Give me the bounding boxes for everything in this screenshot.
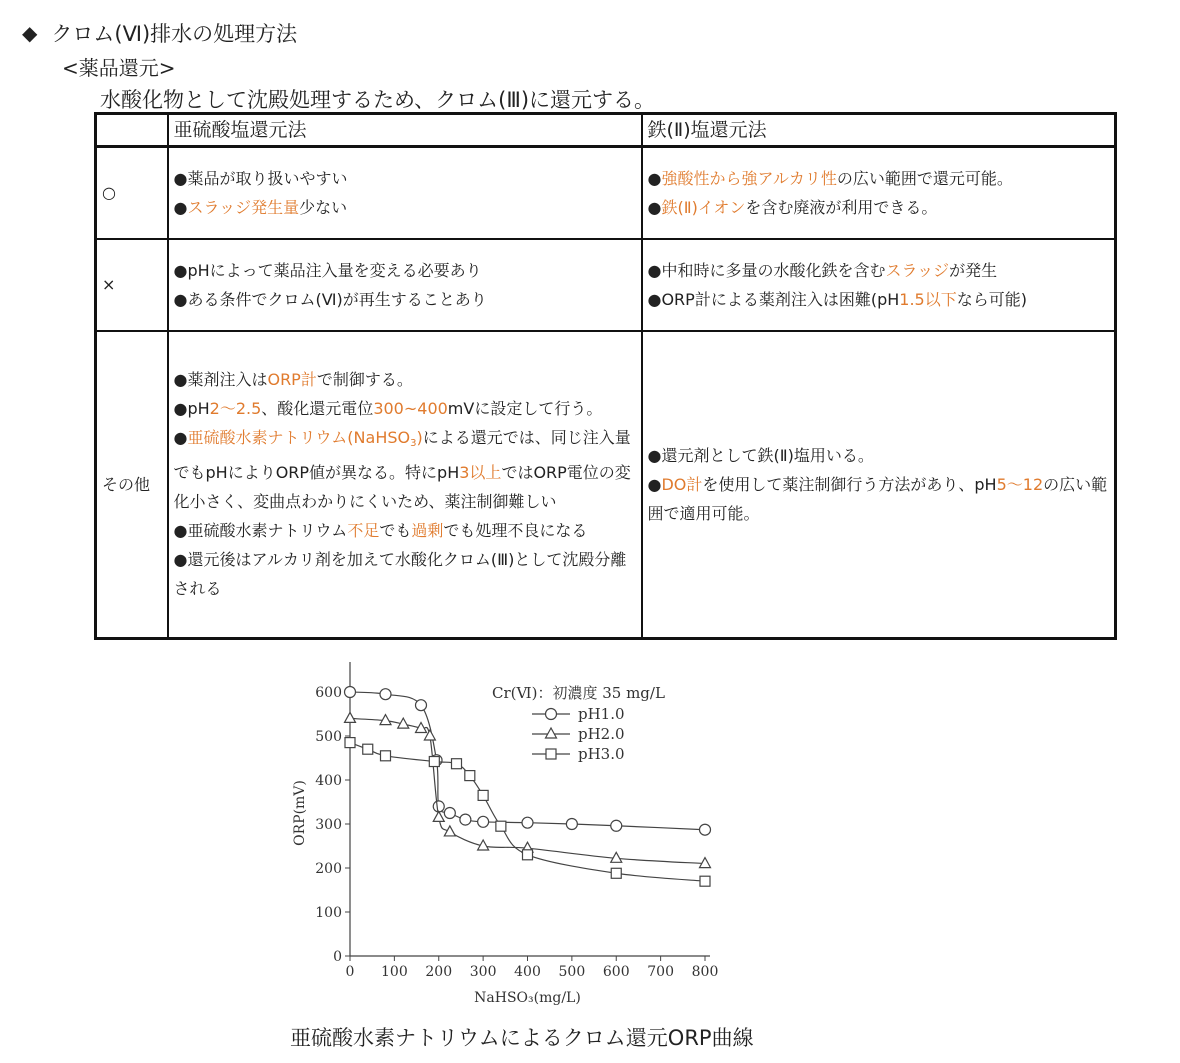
data-point-pH1.0 [522,817,533,828]
chart-caption: 亜硫酸水素ナトリウムによるクロム還元ORP曲線 [290,1026,754,1050]
row-label-other: その他 [96,331,168,639]
row-label-pros: ○ [96,147,168,239]
cell-text: ● [173,428,188,448]
data-point-pH1.0 [566,819,577,830]
comparison-table [94,112,1117,640]
highlight-text: 5～12 [996,474,1044,494]
data-point-pH3.0 [465,771,475,781]
cell-text: ● [647,474,662,494]
y-tick-label: 600 [315,685,342,701]
highlight-text: 亜硫酸水素ナトリウム(NaHSO [187,428,411,448]
data-point-pH1.0 [460,814,471,825]
cell-text: ●中和時に多量の水酸化鉄を含む [647,260,886,280]
cell-text: ● [173,197,188,217]
data-point-pH2.0 [700,858,711,868]
cell-text: 少ない [299,197,348,217]
cell-text: ●薬剤注入は [173,370,268,390]
data-point-pH2.0 [345,712,356,722]
cell-line [648,470,1110,528]
cell-text: が発生 [949,260,998,280]
cell-text: ではORP電位の変化小さく、変曲点わかりにくいため、薬注制御難しい [173,463,631,512]
section-heading [22,18,297,48]
y-tick-label: 100 [315,905,342,921]
cell-text: でも処理不良になる [443,521,588,541]
highlight-text: スラッジ [885,260,950,280]
intro-text: 水酸化物として沈殿処理するため、クロム(Ⅲ)に還元する。 [100,88,656,112]
cell-text: を含む廃液が利用できる。 [745,197,938,217]
data-point-pH3.0 [381,751,391,761]
highlight-text: 不足 [347,521,380,541]
data-point-pH1.0 [416,700,427,711]
cell-text: ●還元後はアルカリ剤を加えて水酸化クロム(Ⅲ)として沈殿分離される [173,550,627,599]
y-axis-label: ORP(mV) [292,780,308,846]
cell-text: ●亜硫酸水素ナトリウム [173,521,348,541]
highlight-text: 3 [410,438,417,450]
cell-line [174,193,636,222]
data-point-pH1.0 [380,689,391,700]
cell-line [174,256,636,285]
cell-text: の広い範囲で還元可能。 [836,168,1013,188]
cell-line [174,423,636,516]
cell-text: ●pHによって薬品注入量を変える必要あり [173,260,482,280]
cell-text: でも [379,521,412,541]
row-label-cons: × [96,239,168,331]
highlight-text: DO計 [661,474,703,494]
table-row [96,331,1116,639]
data-point-pH1.0 [611,820,622,831]
legend-entry: pH1.0 [578,705,625,723]
table-row [96,147,1116,239]
cell-sulfite-pros [168,147,642,239]
table-row [96,239,1116,331]
cell-sulfite-cons [168,239,642,331]
cell-line [648,256,1110,285]
cell-text: ● [647,168,662,188]
highlight-text: 強酸性から強アルカリ性 [661,168,837,188]
data-point-pH3.0 [523,850,533,860]
orp-chart [280,660,740,1020]
data-point-pH2.0 [380,715,391,725]
x-tick-label: 600 [602,964,630,980]
data-point-pH1.0 [444,808,455,819]
data-point-pH3.0 [496,821,506,831]
cell-line [648,441,1110,470]
data-point-pH3.0 [345,738,355,748]
highlight-text: 1.5以下 [899,289,957,309]
highlight-text: スラッジ発生量 [187,197,300,217]
orp-chart-svg [280,660,740,1020]
cell-text: なら可能) [956,289,1027,309]
cell-text: の広い範囲で適用可能。 [647,474,1108,523]
highlight-text: 300~400 [373,399,448,419]
cell-text: ●ある条件でクロム(Ⅵ)が再生することあり [173,289,487,309]
highlight-text: 3以上 [459,463,502,483]
highlight-text: 鉄(Ⅱ)イオン [661,197,746,217]
cell-text: ●薬品が取り扱いやすい [173,168,348,188]
cell-line [174,365,636,394]
legend-marker [546,709,557,720]
highlight-text: 2～2.5 [209,399,262,419]
cell-iron-other [642,331,1116,639]
diamond-bullet-icon: ◆ [22,21,38,45]
cell-text: mVに設定して行う。 [447,399,603,419]
y-tick-label: 300 [315,817,342,833]
x-tick-label: 200 [425,964,453,980]
y-tick-label: 400 [315,773,342,789]
x-axis-label: NaHSO₃(mg/L) [474,990,581,1006]
cell-line [174,164,636,193]
cell-text: による還元では、同じ注入量でもpHによりORP値が異なる。特にpH [173,428,631,483]
cell-text: を使用して薬注制御行う方法があり、pH [702,474,997,494]
legend-title: Cr(Ⅵ)：初濃度 35 mg/L [492,684,665,702]
cell-line [648,164,1110,193]
cell-sulfite-other [168,331,642,639]
cell-line [648,285,1110,314]
cell-text: ●還元剤として鉄(Ⅱ)塩用いる。 [647,445,874,465]
x-tick-label: 100 [381,964,408,980]
legend-marker [546,749,556,759]
cell-text: ●ORP計による薬剤注入は困難(pH [647,289,900,309]
data-point-pH3.0 [611,868,621,878]
legend-marker [546,728,557,738]
subheading: <薬品還元> [62,56,176,80]
header-blank [96,114,168,147]
x-tick-label: 400 [514,964,541,980]
y-tick-label: 500 [315,729,342,745]
data-point-pH3.0 [452,759,462,769]
data-point-pH2.0 [611,852,622,862]
cell-iron-cons [642,239,1116,331]
highlight-text: 過剰 [411,521,444,541]
x-tick-label: 300 [469,964,497,980]
data-point-pH2.0 [433,811,444,821]
x-tick-label: 0 [345,964,355,980]
data-point-pH3.0 [363,744,373,754]
cell-text: で制御する。 [316,370,413,390]
cell-text: ● [647,197,662,217]
legend-entry: pH3.0 [578,745,625,763]
data-point-pH2.0 [444,826,455,836]
cell-text: 、酸化還元電位 [261,399,374,419]
section-heading-text: クロム(Ⅵ)排水の処理方法 [51,22,298,46]
header-sulfite: 亜硫酸塩還元法 [168,114,642,147]
cell-line [174,285,636,314]
y-tick-label: 200 [315,861,342,877]
cell-line [174,394,636,423]
data-point-pH3.0 [429,757,439,767]
cell-line [174,516,636,545]
cell-iron-pros [642,147,1116,239]
legend-entry: pH2.0 [578,725,625,743]
cell-line [648,193,1110,222]
data-point-pH1.0 [700,824,711,835]
x-tick-label: 800 [691,964,719,980]
data-point-pH3.0 [700,876,710,886]
x-tick-label: 700 [647,964,674,980]
x-tick-label: 500 [558,964,586,980]
y-tick-label: 0 [333,949,342,965]
cell-text: ●pH [173,399,210,419]
series-line-pH1.0 [350,692,705,830]
highlight-text: ) [416,428,423,448]
data-point-pH3.0 [478,790,488,800]
data-point-pH1.0 [478,816,489,827]
data-point-pH1.0 [345,687,356,698]
table-header-row [96,114,1116,147]
cell-line [174,545,636,603]
header-iron: 鉄(Ⅱ)塩還元法 [642,114,1116,147]
highlight-text: ORP計 [267,370,317,390]
